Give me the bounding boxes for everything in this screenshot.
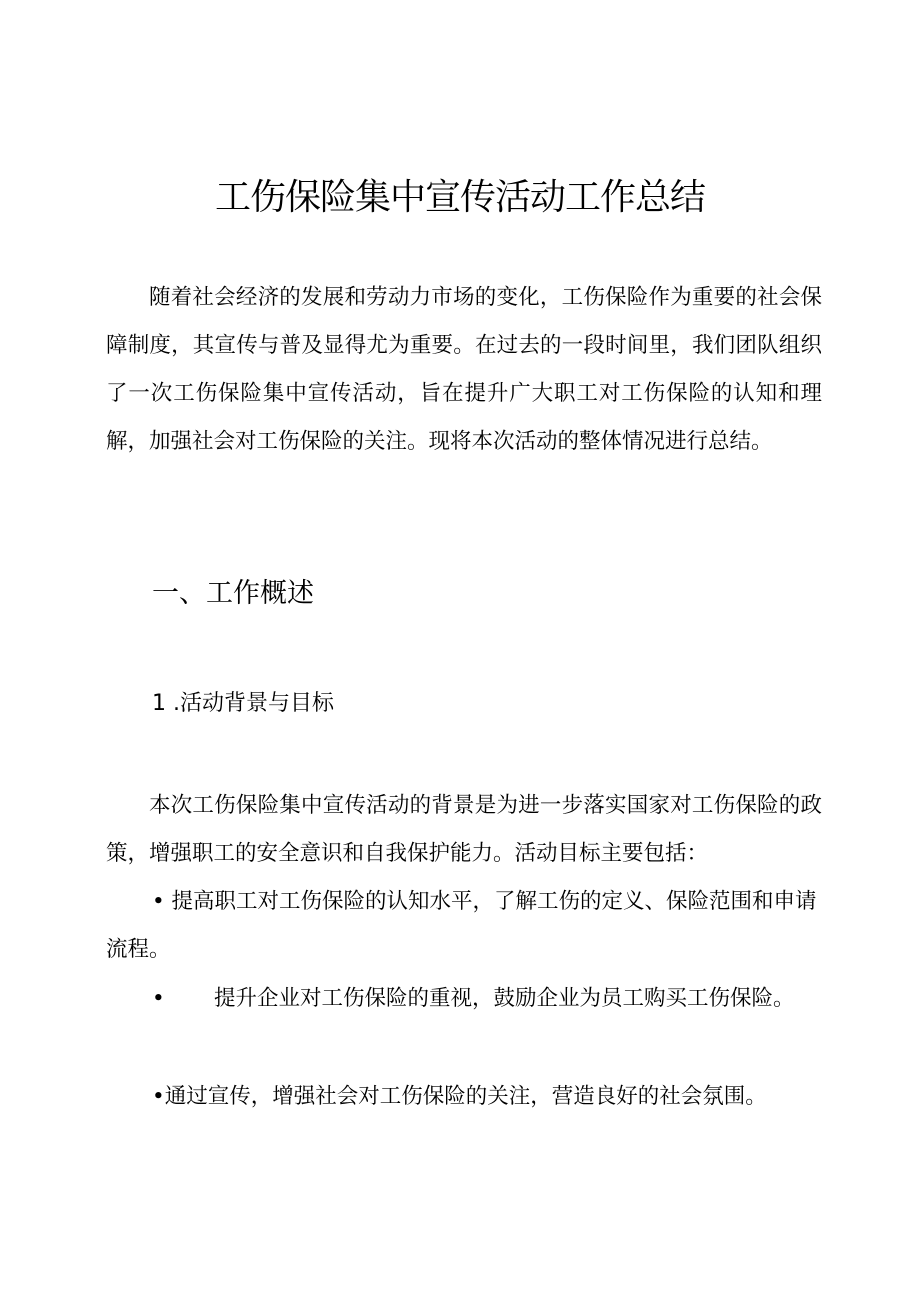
background-paragraph: 本次工伤保险集中宣传活动的背景是为进一步落实国家对工伤保险的政策，增强职工的安全意识和自我保护能力。活动目标主要包括： — [106, 793, 822, 866]
bullet-item — [106, 975, 822, 1023]
bullet-text: 提升企业对工伤保险的重视，鼓励企业为员工购买工伤保险。 — [214, 986, 795, 1011]
bullet-item — [106, 1073, 822, 1121]
subsection-heading-background: 1 .活动背景与目标 — [152, 691, 334, 716]
bullet-marker: • — [152, 986, 165, 1011]
intro-paragraph: 随着社会经济的发展和劳动力市场的变化，工伤保险作为重要的社会保障制度，其宣传与普及显得尤为重要。在过去的一段时间里，我们团队组织了一次工伤保险集中宣传活动，旨在提升广大职工对工伤保险的认知和理解，加强社会对工伤保险的关注。现将本次活动的整体情况进行总结。 — [106, 285, 822, 454]
document-title: 工伤保险集中宣传活动工作总结 — [214, 177, 705, 218]
bullet-text: 通过宣传，增强社会对工伤保险的关注，营造良好的社会氛围。 — [164, 1084, 767, 1109]
bullet-item — [106, 878, 822, 974]
bullet-marker: • — [152, 1084, 165, 1109]
section-heading-overview: 一、工作概述 — [152, 578, 314, 609]
bullet-marker: • — [152, 889, 165, 914]
bullet-text: 提高职工对工伤保险的认知水平，了解工伤的定义、保险范围和申请流程。 — [106, 889, 817, 962]
